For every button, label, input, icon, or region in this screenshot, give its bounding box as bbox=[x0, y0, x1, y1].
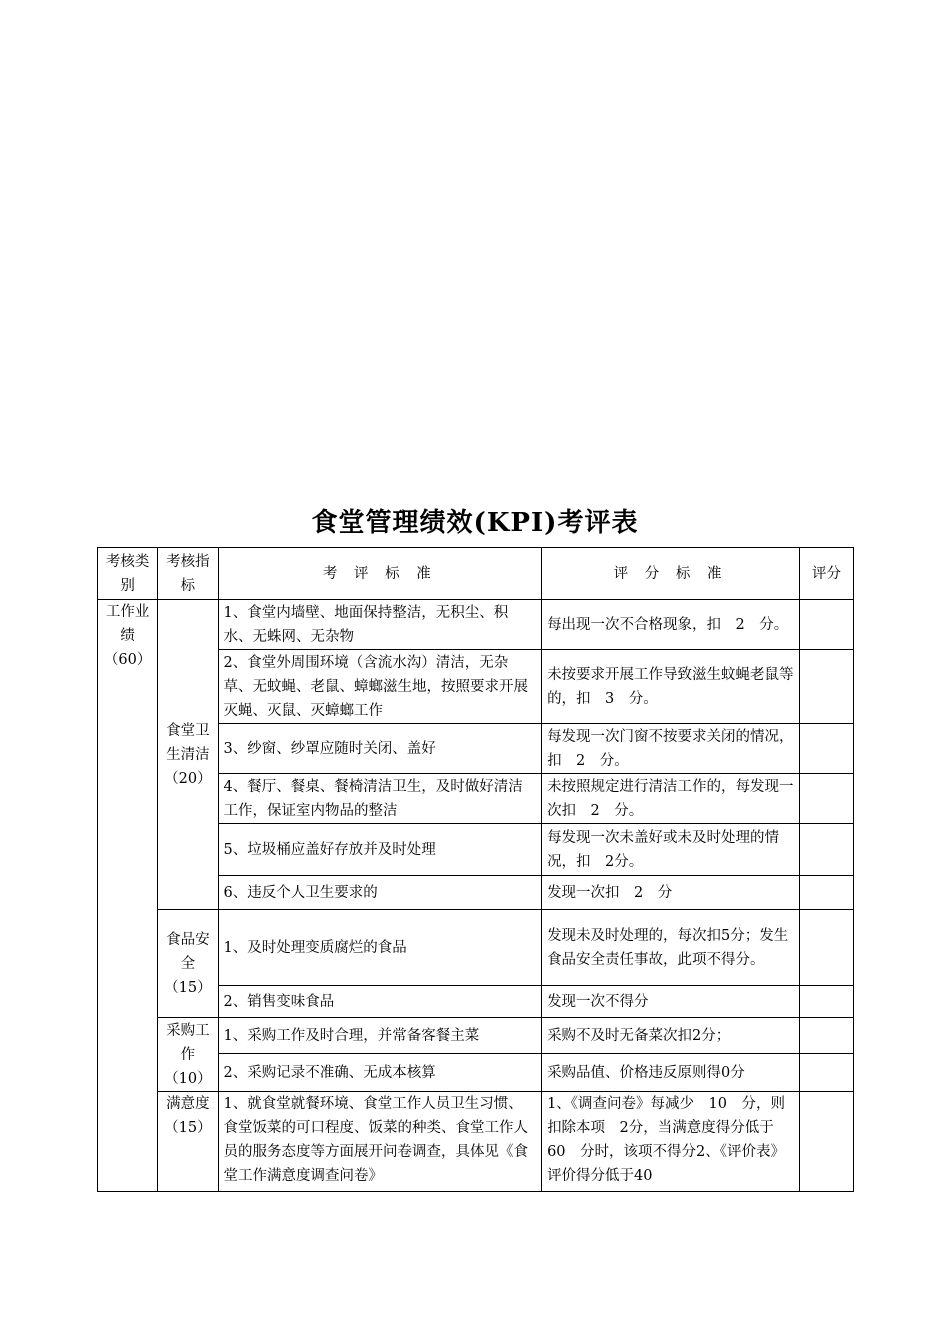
scoring-cell: 采购不及时无备菜次扣2分； bbox=[542, 1018, 800, 1054]
table-row bbox=[98, 910, 854, 986]
score-input-cell[interactable] bbox=[800, 724, 854, 774]
scoring-cell: 发现一次不得分 bbox=[542, 986, 800, 1018]
score-input-cell[interactable] bbox=[800, 1054, 854, 1092]
scoring-cell: 未按照规定进行清洁工作的，每发现一次扣 2 分。 bbox=[542, 774, 800, 824]
criteria-cell: 4、餐厅、餐桌、餐椅清洁卫生，及时做好清洁工作，保证室内物品的整洁 bbox=[218, 774, 542, 824]
header-scoring: 评 分 标 准 bbox=[542, 548, 800, 600]
scoring-cell: 发现一次扣 2 分 bbox=[542, 876, 800, 910]
scoring-cell: 未按要求开展工作导致滋生蚊蝇老鼠等的，扣 3 分。 bbox=[542, 650, 800, 724]
score-input-cell[interactable] bbox=[800, 650, 854, 724]
score-input-cell[interactable] bbox=[800, 1092, 854, 1192]
header-indicator: 考核指标 bbox=[158, 548, 218, 600]
criteria-cell: 6、违反个人卫生要求的 bbox=[218, 876, 542, 910]
criteria-cell: 2、食堂外周围环境（含流水沟）清洁，无杂草、无蚊蝇、老鼠、蟑螂滋生地，按照要求开展灭蝇、灭鼠、灭蟑螂工作 bbox=[218, 650, 542, 724]
scoring-cell: 1、《调查问卷》每减少 10 分，则扣除本项 2分，当满意度得分低于 60 分时，该项不得分2、《评价表》评价得分低于40 bbox=[542, 1092, 800, 1192]
table-header-row bbox=[98, 548, 854, 600]
criteria-cell: 2、销售变味食品 bbox=[218, 986, 542, 1018]
indicator-cell: 食品安全（15） bbox=[158, 910, 218, 1018]
scoring-cell: 每发现一次门窗不按要求关闭的情况，扣 2 分。 bbox=[542, 724, 800, 774]
indicator-cell: 满意度（15） bbox=[158, 1092, 218, 1192]
score-input-cell[interactable] bbox=[800, 910, 854, 986]
score-input-cell[interactable] bbox=[800, 774, 854, 824]
score-input-cell[interactable] bbox=[800, 876, 854, 910]
criteria-cell: 1、采购工作及时合理，并常备客餐主菜 bbox=[218, 1018, 542, 1054]
score-input-cell[interactable] bbox=[800, 600, 854, 650]
header-category: 考核类别 bbox=[98, 548, 158, 600]
score-input-cell[interactable] bbox=[800, 1018, 854, 1054]
scoring-cell: 采购品值、价格违反原则得0分 bbox=[542, 1054, 800, 1092]
table-row bbox=[98, 1018, 854, 1054]
indicator-cell: 采购工作（10） bbox=[158, 1018, 218, 1092]
category-cell: 工作业绩（60） bbox=[98, 600, 158, 1192]
criteria-cell: 1、就食堂就餐环境、食堂工作人员卫生习惯、食堂饭菜的可口程度、饭菜的种类、食堂工作人员的服务态度等方面展开问卷调查，具体见《食堂工作满意度调查问卷》 bbox=[218, 1092, 542, 1192]
table-row bbox=[98, 1092, 854, 1192]
header-criteria: 考 评 标 准 bbox=[218, 548, 542, 600]
criteria-cell: 5、垃圾桶应盖好存放并及时处理 bbox=[218, 824, 542, 876]
score-input-cell[interactable] bbox=[800, 986, 854, 1018]
criteria-cell: 1、及时处理变质腐烂的食品 bbox=[218, 910, 542, 986]
kpi-table bbox=[97, 547, 854, 1192]
score-input-cell[interactable] bbox=[800, 824, 854, 876]
scoring-cell: 发现未及时处理的，每次扣5分；发生食品安全责任事故，此项不得分。 bbox=[542, 910, 800, 986]
criteria-cell: 3、纱窗、纱罩应随时关闭、盖好 bbox=[218, 724, 542, 774]
header-score: 评分 bbox=[800, 548, 854, 600]
page-title: 食堂管理绩效(KPI)考评表 bbox=[311, 508, 639, 538]
indicator-cell: 食堂卫生清洁（20） bbox=[158, 600, 218, 910]
table-row bbox=[98, 600, 854, 650]
scoring-cell: 每出现一次不合格现象，扣 2 分。 bbox=[542, 600, 800, 650]
criteria-cell: 2、采购记录不准确、无成本核算 bbox=[218, 1054, 542, 1092]
scoring-cell: 每发现一次未盖好或未及时处理的情况，扣 2分。 bbox=[542, 824, 800, 876]
criteria-cell: 1、食堂内墙壁、地面保持整洁，无积尘、积水、无蛛网、无杂物 bbox=[218, 600, 542, 650]
